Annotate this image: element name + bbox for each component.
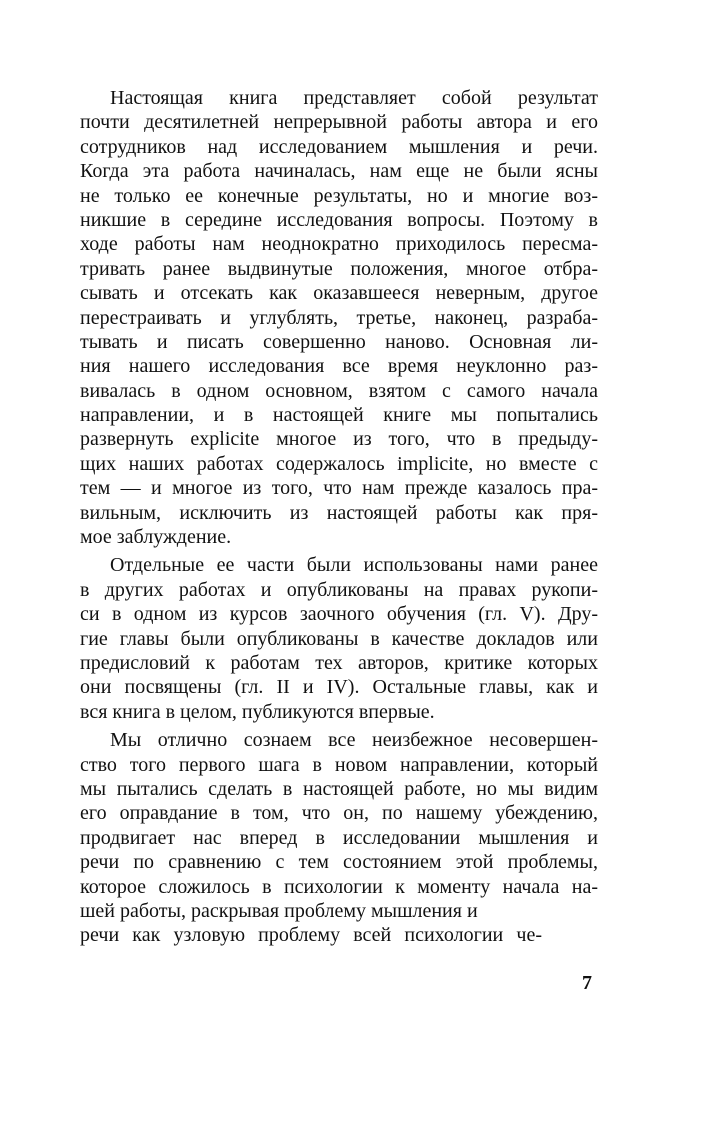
text-line: направлении, и в настоящей книге мы попытались xyxy=(80,404,598,427)
paragraph xyxy=(80,728,598,948)
text-line: не только ее конечные результаты, но и многие воз- xyxy=(80,184,598,207)
page-text xyxy=(80,86,598,952)
text-line: щих наших работах содержалось implicite, но вместе с xyxy=(80,452,598,475)
text-line: они посвящены (гл. II и IV). Остальные главы, как и xyxy=(80,676,598,699)
text-line: предисловий к работам тех авторов, критике которых xyxy=(80,651,598,674)
text-line: перестраивать и углублять, третье, наконец, разраба- xyxy=(80,306,598,329)
text-line: тем — и многое из того, что нам прежде казалось пра- xyxy=(80,477,598,500)
text-line: никшие в середине исследования вопросы. Поэтому в xyxy=(80,208,598,231)
text-line: тывать и писать совершенно наново. Основная ли- xyxy=(80,330,598,353)
text-line: сотрудников над исследованием мышления и речи. xyxy=(80,135,598,158)
text-line: си в одном из курсов заочного обучения (гл. V). Дру- xyxy=(80,603,598,626)
text-line: гие главы были опубликованы в качестве докладов или xyxy=(80,627,598,650)
page-number: 7 xyxy=(582,972,592,994)
text-line: Когда эта работа начиналась, нам еще не были ясны xyxy=(80,160,598,183)
text-line: мы пытались сделать в настоящей работе, но мы видим xyxy=(80,777,598,800)
text-line: продвигает нас вперед в исследовании мышления и xyxy=(80,826,598,849)
text-line: ство того первого шага в новом направлении, который xyxy=(80,753,598,776)
text-line: шей работы, раскрывая проблему мышления и xyxy=(80,899,478,922)
text-line: развернуть explicite многое из того, что в предыду- xyxy=(80,428,598,451)
text-line: Настоящая книга представляет собой результат xyxy=(110,87,598,109)
text-line: ходе работы нам неоднократно приходилось пересма- xyxy=(80,233,598,256)
text-line: вивалась в одном основном, взятом с самого начала xyxy=(80,379,598,402)
text-line: вильным, исключить из настоящей работы как пря- xyxy=(80,501,598,524)
text-line: Отдельные ее части были использованы нами ранее xyxy=(110,554,598,577)
text-line: его оправдание в том, что он, по нашему убеждению, xyxy=(80,802,598,825)
text-line: почти десятилетней непрерывной работы автора и его xyxy=(80,111,598,134)
text-line: которое сложилось в психологии к моменту начала на- xyxy=(80,875,598,898)
text-line: речи как узловую проблему всей психологии че- xyxy=(80,924,542,947)
text-line: мое заблуждение. xyxy=(80,526,232,549)
paragraph xyxy=(80,553,598,724)
text-line: вся книга в целом, публикуются впервые. xyxy=(80,700,435,723)
text-line: речи по сравнению с тем состоянием этой проблемы, xyxy=(80,851,598,874)
text-line: ния нашего исследования все время неуклонно раз- xyxy=(80,355,598,378)
text-line: в других работах и опубликованы на правах рукопи- xyxy=(80,578,598,601)
text-line: Мы отлично сознаем все неизбежное несовершен- xyxy=(110,729,598,752)
paragraph xyxy=(80,86,598,549)
text-line: сывать и отсекать как оказавшееся неверным, другое xyxy=(80,282,598,305)
text-line: тривать ранее выдвинутые положения, многое отбра- xyxy=(80,257,598,280)
